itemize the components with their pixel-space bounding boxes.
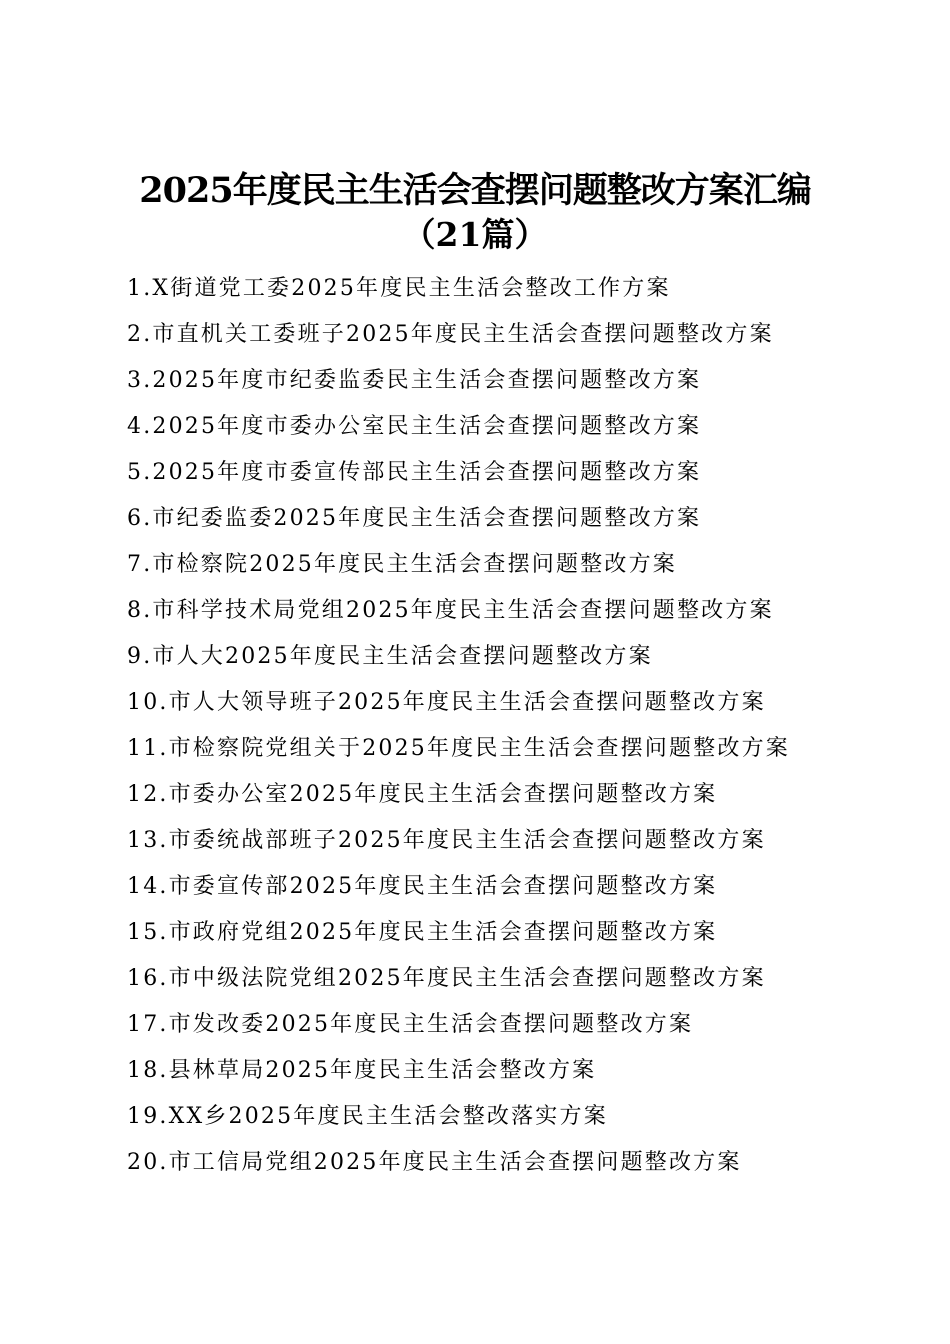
toc-item-20: 20.市工信局党组2025年度民主生活会查摆问题整改方案: [127, 1150, 742, 1175]
toc-item-16: 16.市中级法院党组2025年度民主生活会查摆问题整改方案: [127, 966, 766, 991]
toc-item-2: 2.市直机关工委班子2025年度民主生活会查摆问题整改方案: [127, 322, 774, 347]
toc-item-12: 12.市委办公室2025年度民主生活会查摆问题整改方案: [127, 782, 718, 807]
toc-item-6: 6.市纪委监委2025年度民主生活会查摆问题整改方案: [127, 506, 702, 531]
toc-item-11: 11.市检察院党组关于2025年度民主生活会查摆问题整改方案: [127, 736, 790, 761]
toc-item-9: 9.市人大2025年度民主生活会查摆问题整改方案: [127, 644, 653, 669]
toc-item-8: 8.市科学技术局党组2025年度民主生活会查摆问题整改方案: [127, 598, 774, 623]
toc-item-14: 14.市委宣传部2025年度民主生活会查摆问题整改方案: [127, 874, 718, 899]
toc-item-1: 1.X街道党工委2025年度民主生活会整改工作方案: [127, 276, 671, 301]
toc-item-3: 3.2025年度市纪委监委民主生活会查摆问题整改方案: [127, 368, 702, 393]
toc-item-17: 17.市发改委2025年度民主生活会查摆问题整改方案: [127, 1012, 694, 1037]
toc-item-10: 10.市人大领导班子2025年度民主生活会查摆问题整改方案: [127, 690, 766, 715]
table-of-contents: [127, 266, 927, 1186]
toc-item-19: 19.XX乡2025年度民主生活会整改落实方案: [127, 1104, 608, 1129]
toc-item-5: 5.2025年度市委宣传部民主生活会查摆问题整改方案: [127, 460, 702, 485]
document-title: 2025年度民主生活会查摆问题整改方案汇编: [139, 170, 811, 211]
toc-item-7: 7.市检察院2025年度民主生活会查摆问题整改方案: [127, 552, 677, 577]
toc-item-18: 18.县林草局2025年度民主生活会整改方案: [127, 1058, 597, 1083]
title-block: [0, 168, 950, 256]
toc-item-15: 15.市政府党组2025年度民主生活会查摆问题整改方案: [127, 920, 718, 945]
toc-item-4: 4.2025年度市委办公室民主生活会查摆问题整改方案: [127, 414, 702, 439]
toc-item-13: 13.市委统战部班子2025年度民主生活会查摆问题整改方案: [127, 828, 766, 853]
document-subtitle: （21篇）: [402, 215, 548, 254]
